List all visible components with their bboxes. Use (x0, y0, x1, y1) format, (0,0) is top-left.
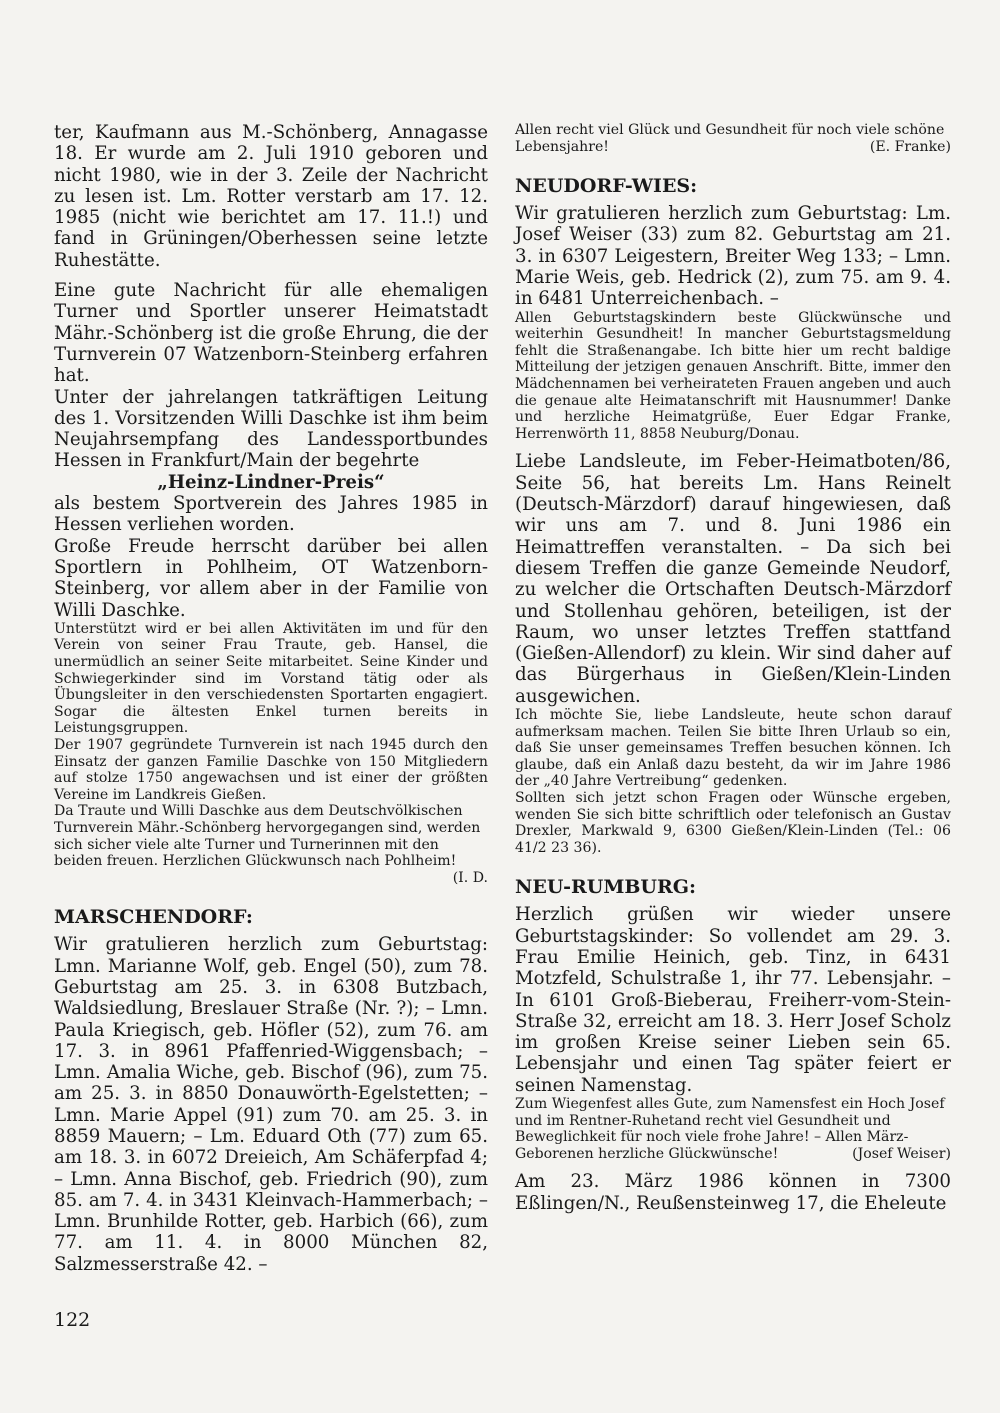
section-heading: NEUDORF-WIES: (515, 175, 698, 198)
article-paragraph: Große Freude herrscht darüber bei allen Sportlern in Pohlheim, OT Watzenborn-Steinberg, vor allem aber in der Familie von Willi Daschke. (54, 535, 488, 621)
article-paragraph: Wir gratulieren herzlich zum Geburtstag: Lmn. Marianne Wolf, geb. Engel (50), zum 78. Geburtstag am 25. 3. in 6308 Butzbach, Waldsiedlung, Breslauer Straße (Nr. ?); – Lmn. Paula Kriegisch, geb. Höfler (52), zum 76. am 17. 3. in 8961 Pfaffenried-Wiggensbach; – Lmn. Amalia Wiche, geb. Bischof (96), zum 75. am 25. 3. in 8850 Donauwörth-Egelstetten; – Lmn. Marie Appel (91) zum 70. am 25. 3. in 8859 Mauern; – Lm. Eduard Oth (77) zum 65. am 18. 3. in 6072 Dreieich, Am Schäferpfad 4; – Lmn. Anna Bischof, geb. Friedrich (90), zum 85. am 7. 4. in 3431 Kleinvach-Hammerbach; – Lmn. Brunhilde Rotter, geb. Harbich (66), zum 77. am 11. 4. in 8000 München 82, Salzmesserstraße 42. – (54, 934, 488, 1275)
article-paragraph: Herzlich grüßen wir wieder unsere Geburtstagskinder: So vollendet am 29. 3. Frau Emilie Heinich, geb. Tinz, in 6431 Motzfeld, Schulstraße 1, ihr 77. Lebensjahr. – In 6101 Groß-Bieberau, Freiherr-vom-Stein-Straße 32, erreicht am 18. 3. Herr Josef Scholz im großen Kreise seiner Lieben sein 65. Lebensjahr und einen Tag später feiert er seinen Namenstag. (515, 904, 951, 1096)
article-paragraph: Wir gratulieren herzlich zum Geburtstag: Lm. Josef Weiser (33) zum 82. Geburtstag am 21. 3. in 6307 Leigestern, Breiter Weg 133; – Lmn. Marie Weis, geb. Hedrick (2), zum 75. am 9. 4. in 6481 Unterreichenbach. – (515, 203, 951, 310)
article-paragraph: Liebe Landsleute, im Feber-Heimatboten/86, Seite 56, hat bereits Lm. Hans Reinelt (Deutsch-Märzdorf) darauf hingewiesen, daß wir uns am 7. und 8. Juni 1986 ein Heimattreffen veranstalten. – Da sich bei diesem Treffen die ganze Gemeinde Neudorf, zu welcher die Ortschaften Deutsch-Märzdorf und Stollenhau gehören, beteiligen, ist der Raum, wo unser letztes Treffen stattfand (Gießen-Allendorf) zu klein. Wir sind daher auf das Bürgerhaus in Gießen/Klein-Linden ausgewichen. (515, 451, 951, 707)
section-heading: NEU-RUMBURG: (515, 876, 697, 899)
page-number: 122 (54, 1309, 91, 1331)
article-paragraph: Zum Wiegenfest alles Gute, zum Namensfest ein Hoch Josef und im Rentner-Ruhetand recht viel Gesundheit und Beweglichkeit für noch viele frohe Jahre! – Allen März-Geborenen herzliche Glückwünsche! (515, 1096, 945, 1162)
section-heading: MARSCHENDORF: (54, 906, 253, 929)
article-paragraph: Unter der jahrelangen tatkräftigen Leitung des 1. Vorsitzenden Willi Daschke ist ihm beim Neujahrsempfang des Landessportbundes Hessen in Frankfurt/Main der begehrte (54, 386, 488, 472)
article-paragraph: Allen recht viel Glück und Gesundheit für noch viele schöne Lebensjahre! (515, 122, 945, 155)
article-paragraph: Am 23. März 1986 können in 7300 Eßlingen/N., Reußensteinweg 17, die Eheleute (515, 1171, 951, 1214)
article-paragraph: als bestem Sportverein des Jahres 1985 in Hessen verliehen worden. (54, 493, 488, 536)
article-paragraph: ter, Kaufmann aus M.-Schönberg, Annagasse 18. Er wurde am 2. Juli 1910 geboren und nicht 1980, wie in der 3. Zeile der Nachricht zu lesen ist. Lm. Rotter verstarb am 17. 12. 1985 (nicht wie berichtet am 17. 11.!) und fand in Grüningen/Oberhessen seine letzte Ruhestätte. (54, 122, 488, 271)
signature: (I. D. (452, 869, 488, 886)
right-column (515, 122, 951, 1214)
signature: (Josef Weiser) (852, 1145, 951, 1162)
signed-paragraph (54, 803, 488, 886)
signed-paragraph (515, 1096, 951, 1162)
signed-paragraph (515, 122, 951, 155)
article-paragraph: Ich möchte Sie, liebe Landsleute, heute schon darauf aufmerksam machen. Teilen Sie bitte Ihren Urlaub so ein, daß Sie unser gemeinsames Treffen besuchen können. Ich glaube, daß ein Anlaß dazu besteht, da wir im Jahre 1986 der „40 Jahre Vertreibung“ gedenken. (515, 706, 951, 790)
article-paragraph: Sollten sich jetzt schon Fragen oder Wünsche ergeben, wenden Sie sich bitte schriftlich oder telefonisch an Gustav Drexler, Markwald 9, 6300 Gießen/Klein-Linden (Tel.: 06 41/2 23 36). (515, 789, 951, 856)
article-paragraph: Da Traute und Willi Daschke aus dem Deutschvölkischen Turnverein Mähr.-Schönberg hervorgegangen sind, werden sich sicher viele alte Turner und Turnerinnen mit den beiden freuen. Herzlichen Glückwunsch nach Pohlheim! (54, 803, 481, 870)
article-paragraph: Der 1907 gegründete Turnverein ist nach 1945 durch den Einsatz der ganzen Familie Daschke von 150 Mitgliedern auf stolze 1750 angewachsen und ist einer der größten Vereine im Landkreis Gießen. (54, 736, 488, 803)
article-paragraph: Unterstützt wird er bei allen Aktivitäten im und für den Verein von seiner Frau Traute, geb. Hansel, die unermüdlich an seiner Seite mitarbeitet. Seine Kinder und Schwiegerkinder sind im Vorstand tätig oder als Übungsleiter in den verschiedensten Sportarten engagiert. Sogar die ältesten Enkel turnen bereits in Leistungsgruppen. (54, 620, 488, 737)
article-paragraph: Allen Geburtstagskindern beste Glückwünsche und weiterhin Gesundheit! In mancher Geburtstagsmeldung fehlt die Straßenangabe. Ich bitte hier um recht baldige Mitteilung der jetzigen genauen Anschrift. Bitte, immer den Mädchennamen bei verheirateten Frauen angeben und auch die genaue alte Heimatanschrift mit Hausnummer! Danke und herzliche Heimatgrüße, Euer Edgar Franke, Herrenwörth 11, 8858 Neuburg/Donau. (515, 309, 951, 442)
prize-title: „Heinz-Lindner-Preis“ (157, 471, 385, 493)
article-paragraph: Eine gute Nachricht für alle ehemaligen Turner und Sportler unserer Heimatstadt Mähr.-Schönberg ist die große Ehrung, die der Turnverein 07 Watzenborn-Steinberg erfahren hat. (54, 280, 488, 387)
left-column (54, 122, 488, 1275)
signature: (E. Franke) (869, 138, 951, 155)
